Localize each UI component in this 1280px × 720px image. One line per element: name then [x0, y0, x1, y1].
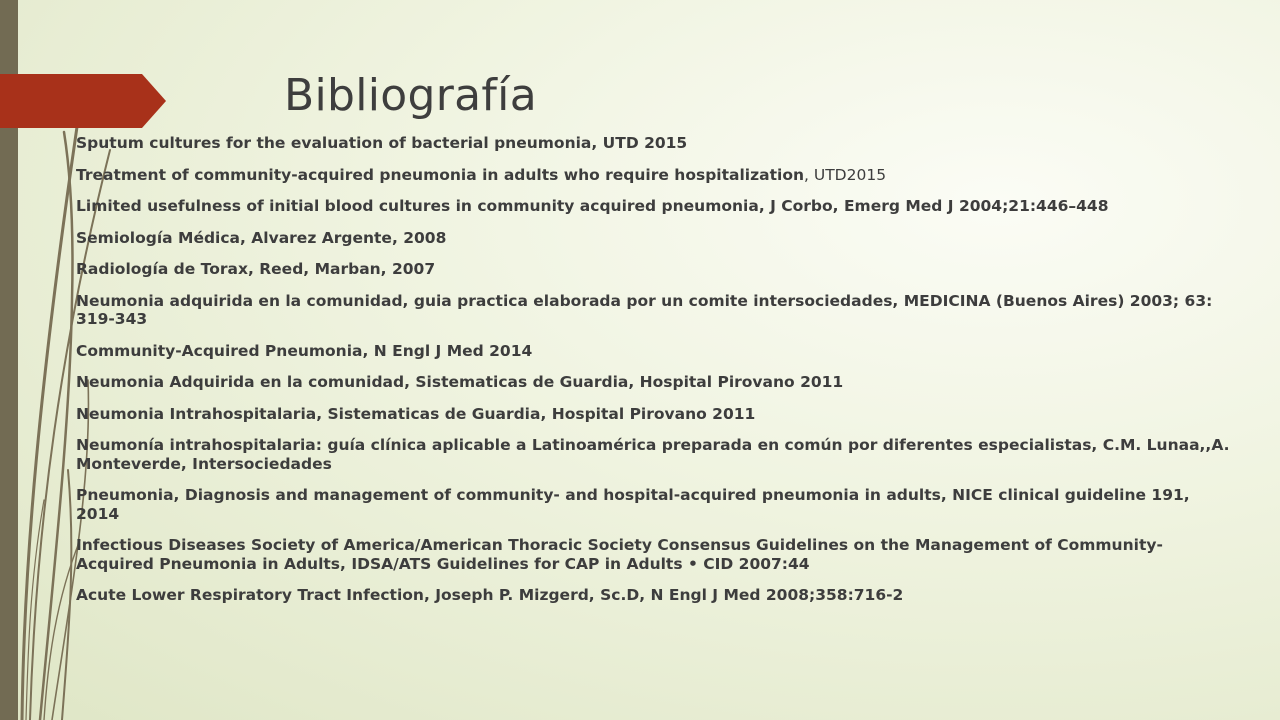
reference-text: Pneumonia, Diagnosis and management of community- and hospital-acquired pneumonia in adults, NICE clinical guideline 191, 2014: [76, 486, 1190, 523]
reference-text: Neumonia Intrahospitalaria, Sistematicas de Guardia, Hospital Pirovano 2011: [76, 404, 756, 423]
reference-text: Semiología Médica, Alvarez Argente, 2008: [76, 228, 447, 247]
reference-text: Radiología de Torax, Reed, Marban, 2007: [76, 260, 436, 278]
list-item: [42, 292, 1237, 329]
reference-text: Treatment of community-acquired pneumonia in adults who require hospitalization: [76, 165, 805, 184]
list-item: [42, 436, 1237, 473]
title-accent-tab: [0, 74, 166, 128]
reference-text: Sputum cultures for the evaluation of bacterial pneumonia, UTD 2015: [76, 134, 688, 152]
list-item: [42, 229, 1237, 248]
list-item: [42, 373, 1237, 392]
list-item: [42, 134, 1237, 153]
reference-text: Community-Acquired Pneumonia, N Engl J Med 2014: [76, 341, 533, 360]
reference-list: [42, 134, 1237, 618]
reference-text: Neumonia Adquirida en la comunidad, Sistematicas de Guardia, Hospital Pirovano 2011: [76, 373, 844, 391]
list-item: [42, 197, 1237, 216]
list-item: [42, 166, 1237, 185]
reference-text-suffix: , UTD2015: [804, 165, 887, 184]
list-item: [42, 405, 1237, 424]
list-item: [42, 586, 1237, 605]
reference-text: Neumonia adquirida en la comunidad, guia practica elaborada por un comite intersociedades, MEDICINA (Buenos Aires) 2003; 63: 319-343: [76, 291, 1213, 328]
list-item: [42, 536, 1237, 573]
reference-text: Limited usefulness of initial blood cultures in community acquired pneumonia, J Corbo, Emerg Med J 2004;21:446–448: [76, 197, 1109, 215]
reference-text: Acute Lower Respiratory Tract Infection, Joseph P. Mizgerd, Sc.D, N Engl J Med 2008;358:716-2: [76, 586, 904, 604]
reference-text: Infectious Diseases Society of America/American Thoracic Society Consensus Guidelines on the Management of Community-Acquired Pneumonia in Adults, IDSA/ATS Guidelines for CAP in Adults • CID 2007:44: [76, 536, 1163, 573]
list-item: [42, 342, 1237, 361]
reference-text: Neumonía intrahospitalaria: guía clínica aplicable a Latinoamérica preparada en común por diferentes especialistas, C.M. Lunaa,,A. Monteverde, Intersociedades: [76, 436, 1230, 473]
list-item: [42, 260, 1237, 279]
page-title: Bibliografía: [284, 70, 537, 121]
list-item: [42, 486, 1237, 523]
